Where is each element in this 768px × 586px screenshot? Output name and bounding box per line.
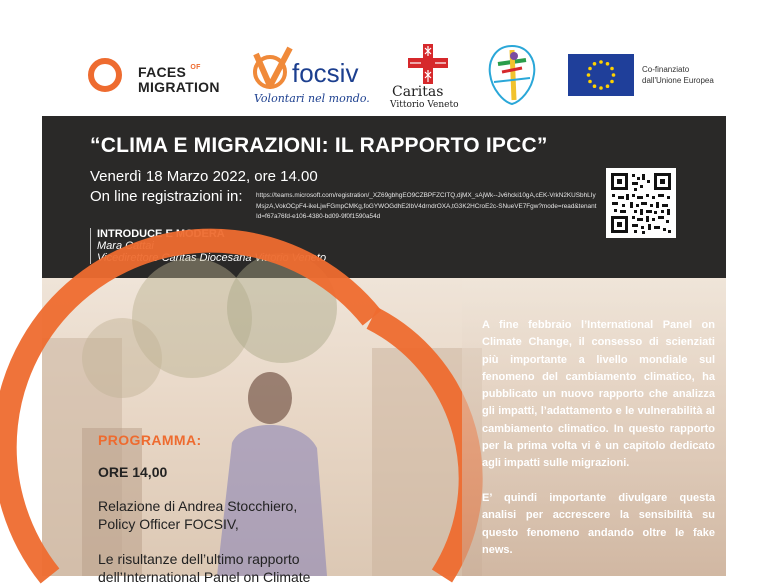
qr-code-icon[interactable]: [606, 168, 676, 238]
caritas-sub: Vittorio Veneto: [390, 100, 459, 110]
registration-link[interactable]: https://teams.microsoft.com/registration/_XZ69gbhgEO9CZBPFZCITQ,djMX_sAjWk--Jv6hcki10gA,cEK-VrkN2KUSbhLIyMsjzA,VokOCpF4-ikeLjwFGmpCMKg,foGYWOGdhE2lbV4drndrOXA,tG3K2HCroE2c-SNueVE7Fgw?mode=read&tenantId=f67a76fd-e106-4380-bd09-9f0f1590a54d: [256, 192, 597, 220]
focsiv-tagline: Volontari nel mondo.: [254, 92, 370, 105]
next-line-2: dell’International Panel on Climate: [98, 569, 311, 585]
faces-logo-line2: MIGRATION: [138, 79, 220, 95]
caritas-logo: [388, 44, 468, 110]
eu-cofunding-text: Co-finanziato dall'Unione Europea: [642, 65, 714, 85]
caritas-cross-icon: [408, 44, 448, 84]
faces-of-migration-logo: [88, 58, 248, 102]
program-heading: PROGRAMMA:: [98, 432, 202, 448]
talk-line-2: Policy Officer FOCSIV,: [98, 516, 239, 532]
caritas-name: Caritas: [392, 84, 444, 100]
eu-flag-icon: [568, 54, 634, 96]
event-title: “CLIMA E MIGRAZIONI: IL RAPPORTO IPCC”: [90, 134, 548, 157]
background-photo: [42, 278, 726, 585]
moderator-label: INTRODUCE E MODERA: [97, 228, 225, 240]
focsiv-v-icon: [250, 46, 294, 92]
program-next-item: [98, 550, 310, 586]
focsiv-logo: [248, 40, 378, 110]
program-talk: [98, 497, 297, 533]
faces-ring-icon: [88, 58, 122, 92]
event-date: Venerdì 18 Marzo 2022, ore 14.00: [90, 168, 318, 185]
talk-line-1: Relazione di Andrea Stocchiero,: [98, 498, 298, 514]
next-line-1: Le risultanze dell’ultimo rapporto: [98, 551, 300, 567]
moderator-role: Vicedirettore Caritas Diocesana Vittorio Veneto: [97, 252, 327, 264]
intro-paragraph-1: A fine febbraio l’International Panel on Climate Change, il consesso di scienziati più importante a livello mondiale sul fenomeno del cambiamento climatico, ha pubblicato un nuovo rapporto che analizza gli impatti, l’adattamento e le vulnerabilità al cambiamento climatico. In questo rapporto per la prima volta vi è un capitolo dedicato agli impatti sulle migrazioni.: [482, 319, 715, 470]
focsiv-wordmark: focsiv: [292, 58, 359, 88]
diocese-emblem-icon: [484, 42, 540, 108]
partner-logos: [0, 0, 768, 116]
program-time: ORE 14,00: [98, 464, 168, 480]
faces-logo-line1: FACES $^{OF}$: [138, 64, 201, 80]
intro-paragraph-2: E’ quindi importante divulgare questa analisi per accrescere la sensibilità su questo fenomeno andando oltre le fake news.: [482, 492, 715, 556]
moderator-name: Mara Cattai: [97, 240, 154, 252]
registration-label: On line registrazioni in:: [90, 188, 243, 205]
